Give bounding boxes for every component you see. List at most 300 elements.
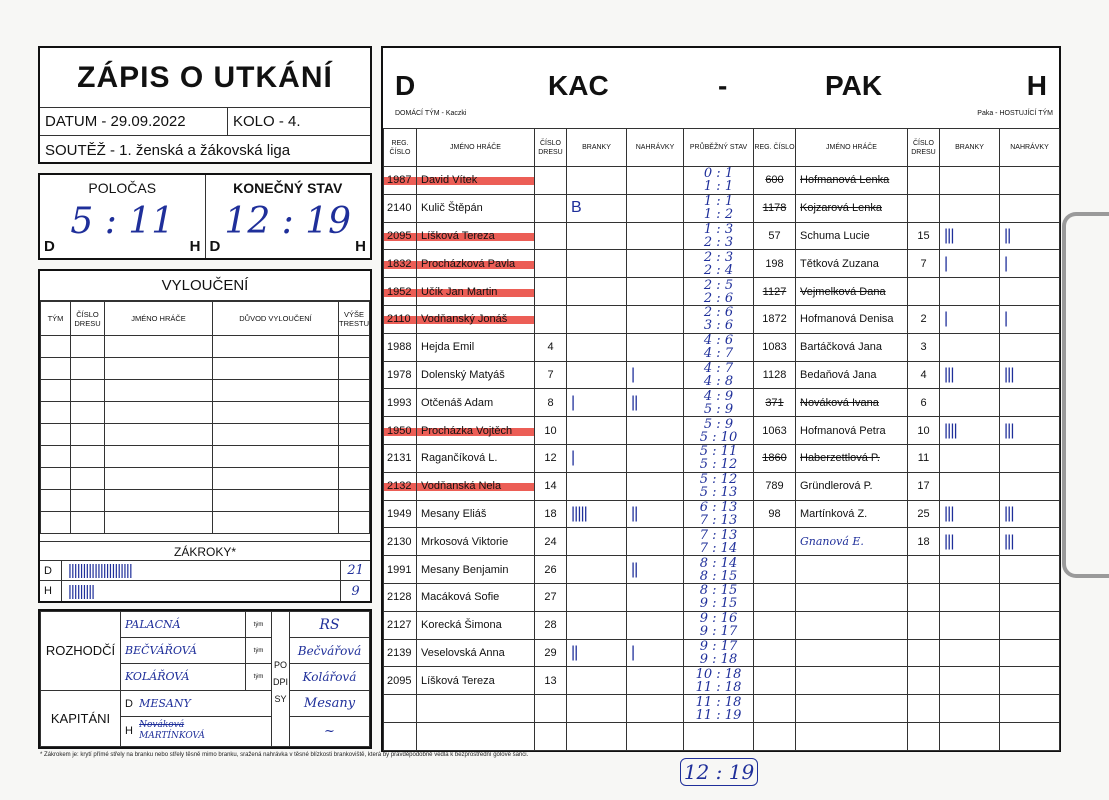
final-label: KONEČNÝ STAV <box>233 180 343 196</box>
away-player-dress <box>908 556 940 584</box>
running-score: 4 : 8 <box>703 373 734 389</box>
final-score-cell <box>206 175 371 258</box>
running-score: 1 : 2 <box>703 207 734 223</box>
teams-header <box>383 48 1059 128</box>
home-player-reg: 2128 <box>384 583 417 611</box>
running-score-cell <box>684 444 754 472</box>
home-player-goals <box>567 556 627 584</box>
home-player-reg <box>384 695 417 723</box>
running-score: 2 : 6 <box>703 305 734 321</box>
captain-h-cell <box>121 716 272 746</box>
away-player-reg <box>754 667 796 695</box>
referee-1-team: tým <box>246 612 272 638</box>
home-player-dress: 28 <box>535 611 567 639</box>
running-score: 2 : 3 <box>703 249 734 265</box>
home-player-dress <box>535 278 567 306</box>
away-player-dress <box>908 639 940 667</box>
home-player-goals <box>567 167 627 195</box>
running-score-cell <box>684 556 754 584</box>
away-player-name: Gnanová E. <box>796 528 908 556</box>
player-row <box>384 528 1060 556</box>
running-score: 4 : 7 <box>703 346 734 362</box>
away-player-goals <box>940 194 1000 222</box>
exclusion-cell <box>339 490 370 512</box>
player-row <box>384 583 1060 611</box>
home-player-assists <box>627 417 684 445</box>
player-row <box>384 194 1060 222</box>
away-player-name <box>796 667 908 695</box>
away-player-reg: 789 <box>754 472 796 500</box>
home-player-goals <box>567 305 627 333</box>
saves-h-count: 9 <box>340 581 370 601</box>
home-player-reg: 2095 <box>384 222 417 250</box>
home-player-reg: 1950 <box>384 417 417 445</box>
running-score-cell <box>684 583 754 611</box>
exclusion-row <box>41 468 370 490</box>
exclusion-cell <box>41 424 71 446</box>
col-running-score: PRŮBĚŽNÝ STAV <box>684 129 754 167</box>
exclusions-title: VYLOUČENÍ <box>40 271 370 301</box>
captain-h-label: H <box>125 725 133 738</box>
home-player-dress: 8 <box>535 389 567 417</box>
away-player-goals <box>940 444 1000 472</box>
player-row <box>384 472 1060 500</box>
exclusion-cell <box>213 358 339 380</box>
home-player-name: Mesany Eliáš <box>417 500 535 528</box>
running-score: 4 : 9 <box>703 388 734 404</box>
running-score: 8 : 15 <box>699 583 738 599</box>
referee-2-signature: Bečvářová <box>290 638 370 664</box>
away-player-name: Bartáčková Jana <box>796 333 908 361</box>
exclusion-row <box>41 490 370 512</box>
running-score-cell <box>684 333 754 361</box>
running-score-cell <box>684 611 754 639</box>
exclusion-cell <box>105 380 213 402</box>
running-score: 1 : 1 <box>703 194 734 210</box>
match-round: KOLO - 4. <box>233 113 301 130</box>
teams-dash: - <box>718 70 728 101</box>
captains-label: KAPITÁNI <box>41 690 121 746</box>
date-round-row <box>40 108 370 136</box>
away-player-reg <box>754 556 796 584</box>
home-code: KAC <box>548 70 609 101</box>
exclusion-cell <box>41 336 71 358</box>
home-player-name <box>417 695 535 723</box>
away-player-assists <box>1000 389 1060 417</box>
running-score-cell <box>684 500 754 528</box>
home-player-name: Vodňanská Nela <box>417 472 535 500</box>
excl-col-name: JMÉNO HRÁČE <box>105 302 213 336</box>
saves-title: ZÁKROKY* <box>40 541 370 561</box>
away-player-reg <box>754 528 796 556</box>
away-player-goals: ||| <box>940 500 1000 528</box>
home-player-reg: 1978 <box>384 361 417 389</box>
exclusion-cell <box>213 490 339 512</box>
home-player-assists <box>627 194 684 222</box>
home-player-dress: 18 <box>535 500 567 528</box>
home-player-dress <box>535 722 567 750</box>
home-player-reg: 2132 <box>384 472 417 500</box>
exclusion-row <box>41 446 370 468</box>
away-player-name: Vejmelková Dana <box>796 278 908 306</box>
running-score: 1 : 3 <box>703 222 734 237</box>
halftime-h: H <box>189 238 201 255</box>
away-player-dress <box>908 611 940 639</box>
referee-2: BEČVÁŘOVÁ <box>121 638 246 664</box>
exclusion-cell <box>41 402 71 424</box>
player-row <box>384 389 1060 417</box>
home-player-dress: 24 <box>535 528 567 556</box>
captain-h-names <box>139 720 205 742</box>
excl-col-reason: DŮVOD VYLOUČENÍ <box>213 302 339 336</box>
captain-h-name: MARTÍNKOVÁ <box>139 731 205 742</box>
home-player-assists <box>627 250 684 278</box>
exclusion-cell <box>71 424 105 446</box>
away-player-goals <box>940 667 1000 695</box>
halftime-value: 5 : 11 <box>70 201 175 242</box>
home-letter: D <box>395 70 416 101</box>
away-player-goals: ||| <box>940 361 1000 389</box>
home-player-assists <box>627 222 684 250</box>
away-col-goals: BRANKY <box>940 129 1000 167</box>
exclusion-cell <box>71 402 105 424</box>
home-player-goals <box>567 472 627 500</box>
home-col-assists: NAHRÁVKY <box>627 129 684 167</box>
home-player-assists <box>627 583 684 611</box>
referees-label: ROZHODČÍ <box>41 612 121 691</box>
running-score: 9 : 15 <box>699 596 738 612</box>
running-score: 1 : 1 <box>703 179 734 195</box>
referee-1: PALACNÁ <box>121 612 246 638</box>
away-player-goals <box>940 167 1000 195</box>
away-player-name: Bedaňová Jana <box>796 361 908 389</box>
home-col-goals: BRANKY <box>567 129 627 167</box>
captain-d-name: MESANY <box>139 696 191 710</box>
running-score: 9 : 17 <box>699 624 738 640</box>
away-player-dress <box>908 583 940 611</box>
away-col-name: JMÉNO HRÁČE <box>796 129 908 167</box>
home-player-assists: | <box>627 361 684 389</box>
referee-3: KOLÁŘOVÁ <box>121 664 246 690</box>
away-player-reg <box>754 695 796 723</box>
home-player-assists <box>627 167 684 195</box>
saves-d-tally: |||||||||||||||||||||| <box>68 562 132 579</box>
away-player-reg: 57 <box>754 222 796 250</box>
exclusion-cell <box>41 468 71 490</box>
final-h: H <box>355 238 366 255</box>
competition-row <box>40 136 370 164</box>
halftime-label: POLOČAS <box>88 180 157 196</box>
running-score-cell <box>684 528 754 556</box>
final-home: 12 <box>224 201 271 242</box>
exclusion-cell <box>71 512 105 534</box>
away-player-assists: ||| <box>1000 500 1060 528</box>
home-player-dress: 7 <box>535 361 567 389</box>
exclusion-cell <box>71 446 105 468</box>
away-player-name: Gründlerová P. <box>796 472 908 500</box>
away-player-reg <box>754 722 796 750</box>
away-player-name: Kojzarová Lenka <box>796 194 908 222</box>
running-score-cell <box>684 667 754 695</box>
home-player-assists: | <box>627 639 684 667</box>
home-player-reg: 2131 <box>384 444 417 472</box>
home-player-assists <box>627 305 684 333</box>
exclusion-cell <box>339 512 370 534</box>
exclusion-cell <box>339 336 370 358</box>
away-player-dress: 25 <box>908 500 940 528</box>
exclusion-cell <box>213 424 339 446</box>
exclusion-cell <box>339 446 370 468</box>
away-player-assists <box>1000 333 1060 361</box>
title-box <box>38 46 372 164</box>
away-player-assists: || <box>1000 222 1060 250</box>
exclusion-cell <box>105 424 213 446</box>
exclusion-cell <box>213 468 339 490</box>
away-player-dress: 15 <box>908 222 940 250</box>
form-title: ZÁPIS O UTKÁNÍ <box>40 48 370 108</box>
away-player-reg: 1063 <box>754 417 796 445</box>
home-player-assists <box>627 444 684 472</box>
exclusion-cell <box>71 358 105 380</box>
away-player-goals <box>940 389 1000 417</box>
running-score: 11 : 18 <box>695 694 742 710</box>
home-player-dress: 26 <box>535 556 567 584</box>
away-player-reg: 1083 <box>754 333 796 361</box>
home-player-assists <box>627 611 684 639</box>
home-player-goals <box>567 583 627 611</box>
away-player-name <box>796 722 908 750</box>
away-player-assists <box>1000 167 1060 195</box>
away-player-assists <box>1000 667 1060 695</box>
away-player-name: Martínková Z. <box>796 500 908 528</box>
away-player-name: Hofmanová Petra <box>796 417 908 445</box>
running-score: 5 : 13 <box>699 485 738 501</box>
away-player-goals <box>940 639 1000 667</box>
away-player-reg <box>754 583 796 611</box>
home-player-assists <box>627 695 684 723</box>
away-player-reg: 1127 <box>754 278 796 306</box>
exclusion-row <box>41 336 370 358</box>
home-player-dress <box>535 167 567 195</box>
running-score-cell <box>684 417 754 445</box>
away-letter: H <box>1026 70 1047 101</box>
home-player-goals: | <box>567 444 627 472</box>
home-player-name: Učík Jan Martin <box>417 278 535 306</box>
away-player-assists <box>1000 278 1060 306</box>
player-row <box>384 695 1060 723</box>
home-player-name: Ragančíková L. <box>417 444 535 472</box>
away-player-goals: ||| <box>940 528 1000 556</box>
away-player-reg <box>754 639 796 667</box>
home-player-goals: || <box>567 639 627 667</box>
home-player-name: Líšková Tereza <box>417 667 535 695</box>
home-player-dress <box>535 695 567 723</box>
away-code: PAK <box>825 70 883 101</box>
away-player-dress: 11 <box>908 444 940 472</box>
home-player-name: Vodňanský Jonáš <box>417 305 535 333</box>
running-score: 11 : 19 <box>695 707 742 723</box>
home-player-assists: || <box>627 556 684 584</box>
home-col-reg: REG. ČÍSLO <box>384 129 417 167</box>
home-player-reg: 2127 <box>384 611 417 639</box>
home-player-goals: B <box>567 194 627 222</box>
away-player-assists <box>1000 611 1060 639</box>
away-player-assists: ||| <box>1000 528 1060 556</box>
excl-col-team: TÝM <box>41 302 71 336</box>
away-player-reg: 600 <box>754 167 796 195</box>
exclusion-cell <box>105 446 213 468</box>
running-score: 5 : 12 <box>699 472 738 488</box>
away-player-goals <box>940 722 1000 750</box>
home-player-goals <box>567 222 627 250</box>
away-player-reg: 1178 <box>754 194 796 222</box>
captain-d-signature: Mesany <box>290 690 370 716</box>
exclusion-cell <box>71 490 105 512</box>
home-player-dress <box>535 250 567 278</box>
home-player-name: Veselovská Anna <box>417 639 535 667</box>
captain-h-signature: ~ <box>290 716 370 746</box>
home-player-dress: 14 <box>535 472 567 500</box>
running-score: 9 : 18 <box>699 651 738 667</box>
home-player-dress: 29 <box>535 639 567 667</box>
running-score: 10 : 18 <box>695 666 742 682</box>
footnote: * Zákrokem je: krytí přímé střely na branku nebo střely těsně mimo branku, sražená nahrávka v těsné blízkosti brankoviště, která by pravděpodobně vedla k bezprostřední gólové šanci. <box>40 752 529 758</box>
home-player-name: Procházková Pavla <box>417 250 535 278</box>
away-player-goals <box>940 695 1000 723</box>
home-player-goals <box>567 667 627 695</box>
away-player-assists: ||| <box>1000 361 1060 389</box>
away-player-reg: 98 <box>754 500 796 528</box>
away-player-assists <box>1000 583 1060 611</box>
away-player-reg: 1128 <box>754 361 796 389</box>
running-score-cell <box>684 194 754 222</box>
away-player-name: Nováková Ivana <box>796 389 908 417</box>
referee-3-signature: Kolářová <box>290 664 370 690</box>
running-score: 0 : 1 <box>703 166 734 182</box>
away-player-goals <box>940 556 1000 584</box>
exclusion-cell <box>105 490 213 512</box>
home-team-name: DOMÁCÍ TÝM - Kaczki <box>395 110 467 117</box>
exclusion-row <box>41 424 370 446</box>
exclusions-table <box>40 301 370 534</box>
excl-col-penalty: VÝŠE TRESTU <box>339 302 370 336</box>
final-d: D <box>209 238 221 255</box>
away-player-dress <box>908 194 940 222</box>
exclusion-cell <box>105 468 213 490</box>
halftime-score <box>40 175 206 258</box>
home-player-name <box>417 722 535 750</box>
away-team-name: Paka - HOSTUJÍCÍ TÝM <box>977 110 1053 117</box>
home-col-dress: ČÍSLO DRESU <box>535 129 567 167</box>
away-player-name: Tětková Zuzana <box>796 250 908 278</box>
home-player-dress: 27 <box>535 583 567 611</box>
away-player-dress: 17 <box>908 472 940 500</box>
player-row <box>384 417 1060 445</box>
halftime-away: 11 <box>128 201 175 242</box>
away-player-assists: | <box>1000 250 1060 278</box>
home-player-name: Macáková Sofie <box>417 583 535 611</box>
home-col-name: JMÉNO HRÁČE <box>417 129 535 167</box>
captain-d-label: D <box>125 697 133 710</box>
exclusion-cell <box>213 380 339 402</box>
running-score-cell <box>684 222 754 250</box>
away-player-goals <box>940 472 1000 500</box>
exclusion-row <box>41 512 370 534</box>
home-player-name: Kulič Štěpán <box>417 194 535 222</box>
referee-3-team: tým <box>246 664 272 690</box>
home-player-assists <box>627 722 684 750</box>
away-player-dress: 7 <box>908 250 940 278</box>
running-score: 8 : 15 <box>699 568 738 584</box>
away-player-reg: 1872 <box>754 305 796 333</box>
home-player-name: Mrkosová Viktorie <box>417 528 535 556</box>
home-player-assists <box>627 528 684 556</box>
away-player-name <box>796 583 908 611</box>
exclusion-row <box>41 402 370 424</box>
away-player-dress: 10 <box>908 417 940 445</box>
away-player-name <box>796 695 908 723</box>
home-player-goals <box>567 278 627 306</box>
home-player-name: Hejda Emil <box>417 333 535 361</box>
away-player-assists: | <box>1000 305 1060 333</box>
home-player-goals <box>567 333 627 361</box>
captain-d-cell <box>121 690 272 716</box>
running-score: 5 : 10 <box>699 429 738 445</box>
running-score: 9 : 16 <box>699 611 738 627</box>
away-player-assists <box>1000 556 1060 584</box>
running-score: 2 : 6 <box>703 290 734 306</box>
exclusion-cell <box>213 336 339 358</box>
away-player-assists <box>1000 472 1060 500</box>
home-player-goals <box>567 417 627 445</box>
exclusion-cell <box>71 336 105 358</box>
captain-h-struck: Nováková <box>139 720 185 731</box>
away-player-assists <box>1000 194 1060 222</box>
exclusion-cell <box>41 512 71 534</box>
away-player-name: Hofmanová Denisa <box>796 305 908 333</box>
exclusion-cell <box>105 336 213 358</box>
home-player-goals <box>567 250 627 278</box>
exclusion-cell <box>105 358 213 380</box>
away-player-assists <box>1000 444 1060 472</box>
running-score: 2 : 5 <box>703 277 734 293</box>
player-row <box>384 444 1060 472</box>
running-score-cell <box>684 639 754 667</box>
away-player-assists: ||| <box>1000 417 1060 445</box>
home-player-goals: ||||| <box>567 500 627 528</box>
player-row <box>384 361 1060 389</box>
home-player-reg: 1987 <box>384 167 417 195</box>
home-player-goals: | <box>567 389 627 417</box>
home-player-assists: || <box>627 389 684 417</box>
away-player-dress <box>908 667 940 695</box>
running-score: 8 : 14 <box>699 555 738 571</box>
away-player-dress: 4 <box>908 361 940 389</box>
running-score-cell <box>684 722 754 750</box>
away-player-assists <box>1000 722 1060 750</box>
away-player-reg <box>754 611 796 639</box>
exclusion-cell <box>41 358 71 380</box>
player-row <box>384 556 1060 584</box>
home-player-goals <box>567 722 627 750</box>
home-player-assists: || <box>627 500 684 528</box>
final-value: 12 : 19 <box>224 201 352 242</box>
running-score-cell <box>684 361 754 389</box>
home-player-name: Otčenáš Adam <box>417 389 535 417</box>
halftime-d: D <box>44 238 55 255</box>
player-row <box>384 250 1060 278</box>
home-player-reg: 1993 <box>384 389 417 417</box>
